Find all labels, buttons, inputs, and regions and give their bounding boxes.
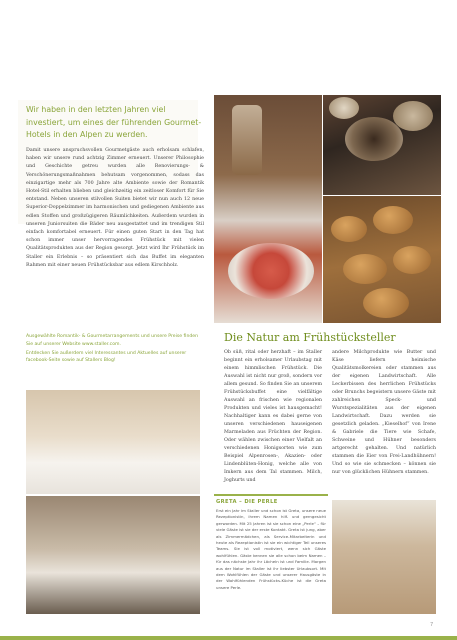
body-text-col1: Ob süß, rital oder herzhaft – im Staller beginnt ein erholsamer Urlaubstag mit einem himmlischen Frühstück. Die Auswahl ist nicht nur groß, sondern vor allem gesund. So finden Sie an unserem Frühstücksbuffet eine vielfältige Auswahl an frischen wie regionalen Produkten und vieles ist hausgemacht! Nachhaltiger kann es dabei gerne von unseren verschiedenen hauseigenen Marmeladen aus Früchten der Region. Oder wählen zwischen einer Vielfalt an verschiedenen Honigsorten wie zum Beispiel Alpenrosen-, Akazien- oder Lindenblüten-Honig, welche alle von Imkern aus dem Tal stammen. Milch, Joghurts und bbox=[224, 350, 322, 483]
roll-shape bbox=[373, 206, 413, 234]
platter-shape bbox=[228, 243, 314, 299]
section-heading: Die Natur am Frühstücksteller bbox=[224, 331, 396, 344]
buffet-photo bbox=[214, 95, 322, 323]
body-text-left: Damit unsere anspruchsvollen Gourmetgäste auch erholsam schlafen, haben wir unsere rund achtzig Zimmer erneuert. Unserer Philosophie und Geschichte getreu wurden alle Renovierungs- & Verschönerungsmaßnahmen behutsam vorgenommen, sodass das einzigartige mehr als 700 Jahre alte Ambiente sowie der Romantik Hotel-Stil erhalten blieben und gleichzeitig ein zeitloser Komfort für Sie entstand. Neben unseren stilvollen Suiten bietet wir nun auch 12 neue Superior-Doppelzimmer im harmonischen und gediegenen Ambiente aus edlen Stoffen und großzügigeren Räumlichkeiten. Außerdem wurden in unseren Juniorsuiten die Bäder neu ausgestattet und im trendigen Stil einfach komfortabel erneuert. Für einen guten Start in den Tag hat schon immer unser hervorragendes Frühstück mit vielen Qualitätsprodukten aus der Region gesorgt. Jetzt wird Ihr Frühstück im Staller ein Erlebnis – so präsentiert sich das Buffet im eleganten Rahmen mit einer neuen Frühstücksbar aus edlem Kirschholz. bbox=[26, 148, 204, 268]
housekeeping-photo bbox=[26, 390, 200, 494]
greta-divider bbox=[214, 494, 328, 496]
jars-photo bbox=[323, 95, 441, 195]
body-text-col2: andere Milchprodukte wie Butter und Käse liefern heimische Qualitätsmolkereien oder stammen aus der eigenen Landwirtschaft. Alle Leckerbissen des herrlichen Frühstücks oder Brunchs begeistern unsere Gäste mit zahlreichen Speck- und Wurstspezialitäten aus der eigenen Landwirtschaft. Dazu werden sie gesetzlich geladen. „Kieselhof“ von Irene & Gabriele die Tiere wie Schafe, Schweine und Hühner besonders artgerecht gehalten. Und natürlich stammen die Eier von Frei-Landhühnern! Und so wie sie schmecken – können sie nur von glücklichen Hühnern stammen. bbox=[332, 350, 436, 475]
greta-text: Erst ein Jahr im Staller und schon ist Greta, unsere neue Rezeptionistin, ihrem Namen hilf- und gerngesicht gerworden. Mit 25 Jahren ist sie schon eine „Perle“ – für viele Gäste ist sie der erste Kontakt. Greta ist jung, aber als Zimmermädchen, als Service-Mitarbeiterin und heute als Rezeptionistin ist sie ein wichtiger Teil unseres Teams. Sie ist voll motiviert, wenn sich Gäste wohlfühlen. Gäste kennen sie alle schon beim Namen – für das nächste Jahr ihr Lächeln ist und Familie. Morgen aus der Natur im Staller ist ihr liebster Urlaubsort. Mit dem Wohlfühlen der Gäste und unserer Hausgäste in der Wohlfühlenden Frühstücks-Küche ist die Greta unsere Perle. bbox=[216, 508, 326, 590]
promo-text bbox=[26, 333, 204, 365]
roll-shape bbox=[331, 216, 367, 242]
bathroom-photo bbox=[26, 496, 200, 614]
promo-line-1: Ausgewählte Romantik- & Gourmetarrangements und unsere Preise finden Sie auf unserer Website www.staller.com. bbox=[26, 334, 199, 347]
page-number: 7 bbox=[430, 622, 434, 628]
jar-shape bbox=[329, 97, 359, 119]
roll-shape bbox=[393, 246, 431, 274]
lead-text: Wir haben in den letzten Jahren viel investiert, um eines der führenden Gourmet-Hotels in den Alpen zu werden. bbox=[26, 105, 202, 140]
bottom-accent-bar bbox=[0, 636, 457, 640]
promo-line-2: Entdecken Sie außerdem viel Interessantes und Aktuelles auf unserer facebook-Seite sowie auf Stallers Blog! bbox=[26, 350, 187, 364]
jar-shape bbox=[393, 101, 433, 131]
greta-title: GRETA – DIE PERLE bbox=[216, 499, 278, 505]
bread-photo bbox=[323, 196, 441, 323]
roll-shape bbox=[363, 288, 409, 318]
roll-shape bbox=[343, 254, 387, 284]
greta-portrait-photo bbox=[332, 500, 436, 614]
glass-shape bbox=[232, 105, 262, 175]
jar-shape bbox=[345, 117, 403, 161]
